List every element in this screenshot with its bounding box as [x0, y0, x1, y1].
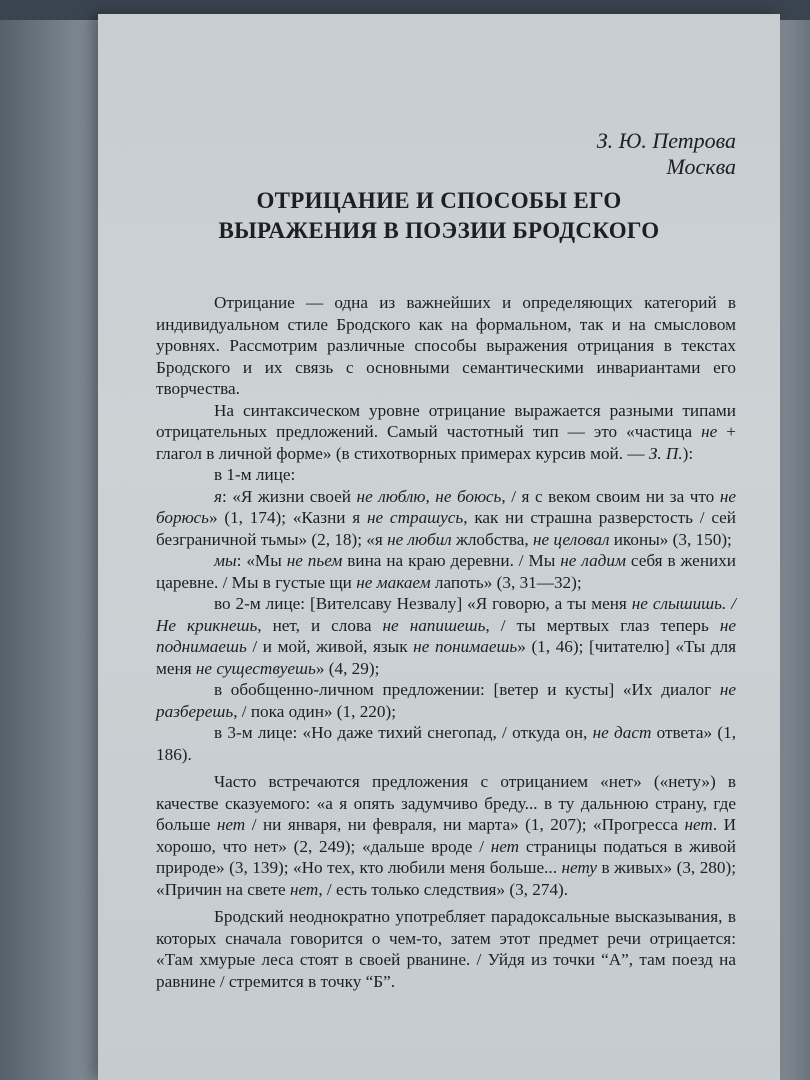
- text-run: в обобщенно-личном предложении: [ветер и кусты] «Их диалог: [214, 680, 720, 699]
- italic-text: не борюсь: [156, 486, 736, 527]
- italic-text: нету: [561, 858, 598, 877]
- italic-text: нет: [216, 815, 246, 834]
- paragraph: [156, 722, 736, 765]
- italic-text: З. П.: [648, 443, 683, 463]
- italic-text: не напишешь: [382, 615, 486, 635]
- text-run: жлобства,: [451, 529, 534, 549]
- paragraph: [156, 906, 736, 992]
- article-body: [156, 292, 736, 992]
- author-city: Москва: [666, 154, 736, 179]
- italic-text: не слышишь. / Не крикнешь: [156, 594, 736, 635]
- text-run: Отрицание — одна из важнейших и определяющих категорий в индивидуальном стиле Бродского как на формальном, так и на смысловом уровнях. Рассмотрим различные способы выражения отрицания в текстах Бродского и их связь с основными семантическими инвариантами его творчества.: [156, 293, 736, 398]
- paragraph: [156, 679, 736, 722]
- italic-text: не: [701, 422, 718, 441]
- text-run: , / есть только следствия» (3, 274).: [318, 879, 569, 899]
- text-run: / ни января, ни февраля, ни марта» (1, 207); «Прогресса: [245, 815, 685, 834]
- text-run: страницы податься в живой природе» (3, 139); «Но тех, кто любили меня больше...: [156, 836, 736, 877]
- text-run: , нет, и слова: [257, 615, 383, 635]
- text-run: » (1, 174); «Казни я: [208, 508, 367, 527]
- italic-text: не целовал: [533, 529, 610, 549]
- italic-text: нет: [684, 815, 713, 834]
- italic-text: не страшусь: [366, 508, 464, 527]
- italic-text: не понимаешь: [413, 637, 518, 656]
- text-run: во 2-м лице: [Вителсаву Незвалу] «Я говорю, а ты меня: [214, 594, 632, 613]
- text-run: ответа» (1, 186).: [156, 723, 736, 764]
- author-name: З. Ю. Петрова: [596, 128, 736, 153]
- text-run: На синтаксическом уровне отрицание выражается разными типами отрицательных предложений. Самый частотный тип — это «частица: [156, 400, 736, 441]
- book-page: [98, 14, 780, 1080]
- italic-text: я: [214, 486, 222, 506]
- text-run: » (1, 46); [читателю] «Ты для меня: [156, 637, 736, 678]
- text-run: Бродский неоднократно употребляет парадоксальные высказывания, в которых сначала говорится о чем-то, затем этот предмет речи отрицается: «Там хмурые леса стоят в своей рванине. / Уйдя из точки “А”, там поезд на равнине / стремится в точку “Б”.: [156, 907, 736, 991]
- title-line-1: ОТРИЦАНИЕ И СПОСОБЫ ЕГО: [256, 188, 622, 213]
- author-block: [597, 128, 736, 180]
- paragraph: [156, 593, 736, 679]
- text-run: в живых» (3, 280); «Причин на свете: [156, 858, 736, 899]
- text-run: ):: [682, 443, 694, 463]
- text-run: . И хорошо, что нет» (2, 249); «дальше вроде /: [156, 815, 736, 856]
- italic-text: не даст: [592, 723, 652, 742]
- text-run: + глагол в личной форме» (в стихотворных примерах курсив мой. —: [156, 422, 736, 463]
- paragraph: [156, 486, 736, 551]
- italic-text: нет: [490, 836, 520, 856]
- text-run: , / пока один» (1, 220);: [233, 701, 396, 721]
- italic-text: не пьем: [286, 551, 343, 570]
- text-run: , как ни страшна разверстость / сей безграничной тьмы» (2, 18); «я: [156, 508, 736, 549]
- italic-text: не люблю, не боюсь: [356, 486, 502, 506]
- italic-text: не макаем: [356, 572, 431, 592]
- paragraph: [156, 464, 736, 486]
- paragraph: [156, 292, 736, 400]
- italic-text: нет: [289, 879, 319, 899]
- paragraph: [156, 400, 736, 465]
- text-run: : «Я жизни своей: [222, 486, 357, 506]
- italic-text: не ладим: [560, 551, 626, 570]
- italic-text: не поднимаешь: [156, 615, 737, 656]
- text-run: / и мой, живой, язык: [246, 637, 414, 656]
- text-run: в 1-м лице:: [214, 465, 296, 484]
- italic-text: не любил: [387, 529, 452, 549]
- text-run: , / ты мертвых глаз теперь: [485, 615, 720, 635]
- text-run: Часто встречаются предложения с отрицанием «нет» («нету») в качестве сказуемого: «а я опять задумчиво бреду... в ту дальнюю страну, где больше: [156, 772, 736, 834]
- italic-text: не разберешь: [156, 680, 736, 721]
- text-run: , / я с веком своим ни за что: [501, 486, 720, 506]
- text-run: вина на краю деревни. / Мы: [342, 551, 561, 570]
- text-run: иконы» (3, 150);: [609, 529, 732, 549]
- title-line-2: ВЫРАЖЕНИЯ В ПОЭЗИИ БРОДСКОГО: [218, 218, 660, 243]
- text-run: лапоть» (3, 31—32);: [430, 572, 582, 592]
- text-run: себя в женихи царевне. / Мы в густые щи: [156, 551, 737, 592]
- paragraph: [156, 550, 736, 593]
- text-run: » (4, 29);: [315, 658, 380, 678]
- article-title: [98, 186, 780, 246]
- italic-text: мы: [214, 551, 237, 570]
- text-run: в 3-м лице: «Но даже тихий снегопад, / откуда он,: [214, 723, 593, 742]
- text-run: : «Мы: [236, 551, 287, 570]
- italic-text: не существуешь: [195, 658, 316, 678]
- paragraph: [156, 771, 736, 900]
